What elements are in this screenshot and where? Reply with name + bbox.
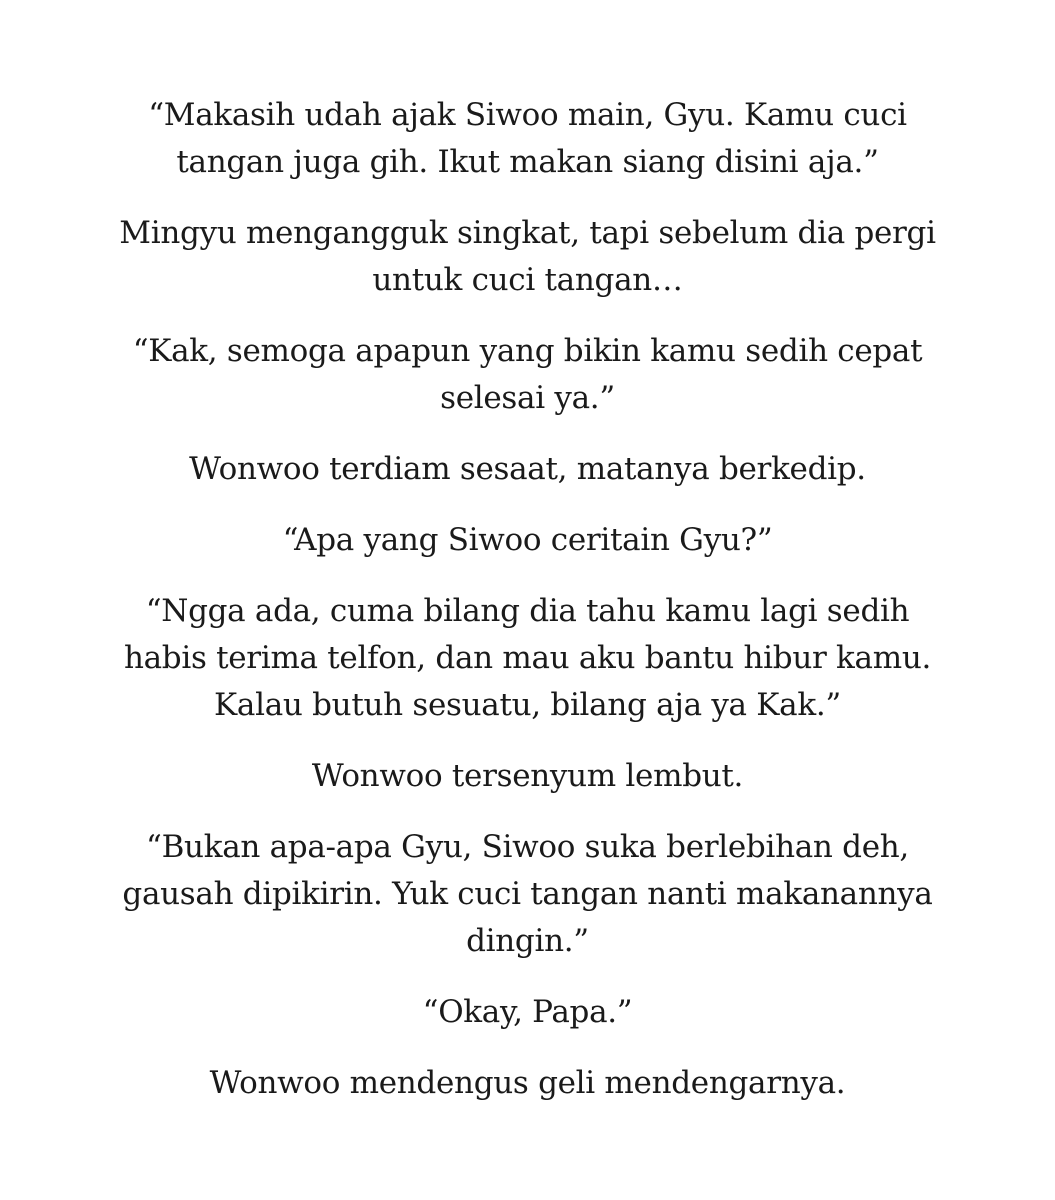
text-line: Wonwoo terdiam sesaat, matanya berkedip. bbox=[189, 451, 866, 487]
story-text bbox=[110, 92, 945, 1131]
paragraph-6 bbox=[110, 588, 945, 729]
text-line: “Ngga ada, cuma bilang dia tahu kamu lagi sedih bbox=[145, 593, 910, 629]
paragraph-4 bbox=[110, 446, 945, 493]
text-line: Mingyu mengangguk singkat, tapi sebelum dia pergi bbox=[119, 215, 936, 251]
paragraph-8 bbox=[110, 824, 945, 965]
paragraph-2 bbox=[110, 210, 945, 304]
paragraph-9 bbox=[110, 989, 945, 1036]
paragraph-3 bbox=[110, 328, 945, 422]
text-line: “Okay, Papa.” bbox=[422, 994, 633, 1030]
paragraph-10 bbox=[110, 1060, 945, 1107]
text-line: “Apa yang Siwoo ceritain Gyu?” bbox=[282, 522, 773, 558]
text-line: Wonwoo tersenyum lembut. bbox=[311, 758, 744, 794]
text-line: habis terima telfon, dan mau aku bantu hibur kamu. bbox=[123, 640, 932, 676]
text-line: “Kak, semoga apapun yang bikin kamu sedih cepat bbox=[132, 333, 923, 369]
paragraph-7 bbox=[110, 753, 945, 800]
text-line: gausah dipikirin. Yuk cuci tangan nanti makanannya bbox=[122, 876, 933, 912]
text-line: Wonwoo mendengus geli mendengarnya. bbox=[209, 1065, 846, 1101]
text-line: untuk cuci tangan… bbox=[372, 262, 683, 298]
text-line: dingin.” bbox=[466, 923, 589, 959]
text-line: selesai ya.” bbox=[440, 380, 615, 416]
text-line: “Bukan apa-apa Gyu, Siwoo suka berlebihan deh, bbox=[146, 829, 909, 865]
text-line: “Makasih udah ajak Siwoo main, Gyu. Kamu cuci bbox=[148, 97, 907, 133]
text-line: tangan juga gih. Ikut makan siang disini aja.” bbox=[176, 144, 879, 180]
paragraph-1 bbox=[110, 92, 945, 186]
paragraph-5 bbox=[110, 517, 945, 564]
text-line: Kalau butuh sesuatu, bilang aja ya Kak.” bbox=[214, 687, 841, 723]
